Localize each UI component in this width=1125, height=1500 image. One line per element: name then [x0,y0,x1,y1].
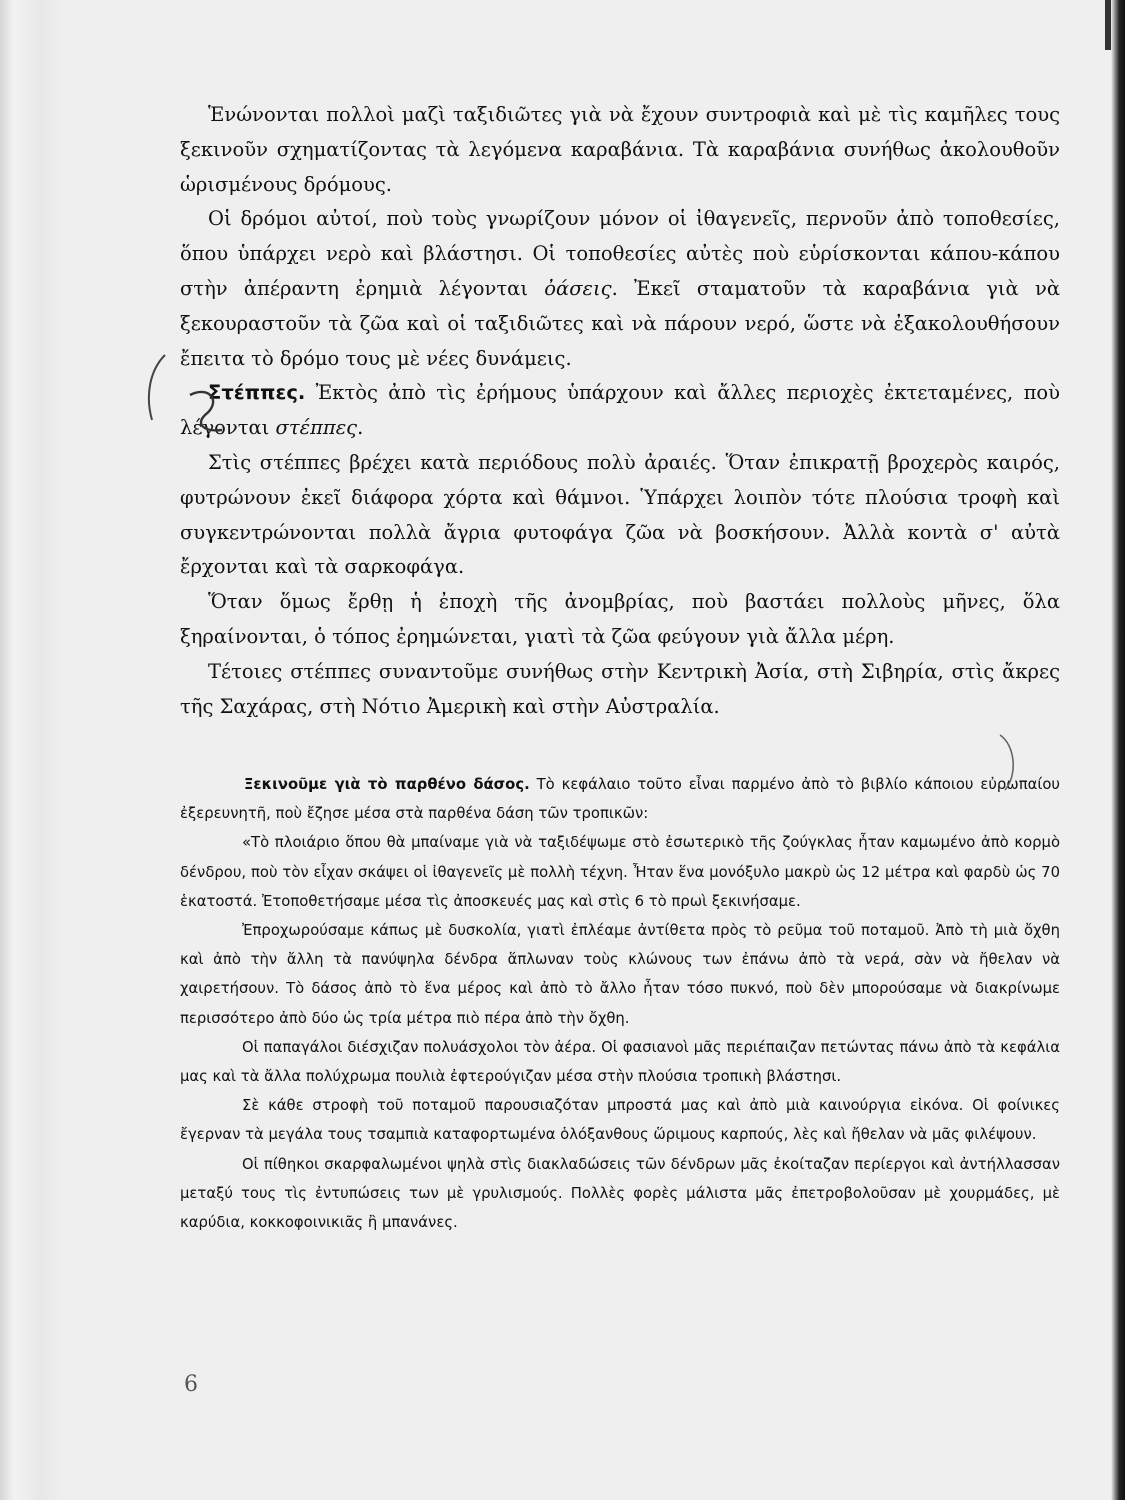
paragraph-oases [180,202,1060,376]
steppes-text-a: Ἐκτὸς ἀπὸ τὶς ἐρήμους ὑπάρχουν καὶ ἄλλες περιοχὲς ἐκτεταμένες, ποὺ λέγονται [180,381,1060,440]
paragraph-caravans: Ἑνώνονται πολλοὶ μαζὶ ταξιδιῶτες γιὰ νὰ ἔχουν συντροφιὰ καὶ μὲ τὶς καμῆλες τους ξεκινοῦν σχηματίζοντας τὰ λεγόμενα καραβάνια. Τὰ καραβάνια συνήθως ἀκολουθοῦν ὡρισμένους δρόμους. [180,103,1060,196]
term-steppes: στέππες [275,416,358,440]
section-heading-steppes: Στέππες. [208,381,306,405]
page-left-edge [0,0,62,1500]
oases-text-a: Οἱ δρόμοι αὐτοί, ποὺ τοὺς γνωρίζουν μόνον οἱ ἰθαγενεῖς, περνοῦν ἀπὸ τοποθεσίες, ὅπου ὑπάρχει νερὸ καὶ βλάστησι. Οἱ τοποθεσίες αὐτὲς ποὺ εὑρίσκονται κάπου-κάπου στὴν ἀπέραντη ἐρημιὰ λέγονται [180,207,1060,300]
term-oases: ὀάσεις [544,276,612,300]
excerpt-intro-text: Τὸ κεφάλαιο τοῦτο εἶναι παρμένο ἀπὸ τὸ βιβλίο κάποιου εὐρωπαίου ἐξερευνητῆ, ποὺ ἔζησε μέσα στὰ παρθένα δάση τῶν τροπικῶν: [180,776,1060,823]
oases-text-b: . Ἐκεῖ σταματοῦν τὰ καραβάνια γιὰ νὰ ξεκουραστοῦν τὰ ζῶα καὶ οἱ ταξιδιῶτες καὶ νὰ πάρουν νερό, ὥστε νὰ ἐξακολουθήσουν ἔπειτα τὸ δρόμο τους μὲ νέες δυνάμεις. [180,276,1061,370]
reading-excerpt-section [180,770,1060,1237]
page-right-edge [1111,0,1125,1500]
excerpt-heading: Ξεκινοῦμε γιὰ τὸ παρθένο δάσος. [244,776,530,793]
excerpt-boat: «Τὸ πλοιάριο ὅπου θὰ μπαίναμε γιὰ νὰ ταξιδέψωμε στὸ ἐσωτερικὸ τῆς ζούγκλας ἦταν καμωμένο ἀπὸ κορμὸ δένδρου, ποὺ τὸν εἶχαν σκάψει οἱ ἰθαγενεῖς μὲ πολλὴ τέχνη. Ἦταν ἕνα μονόξυλο μακρὺ ὡς 12 μέτρα καὶ φαρδὺ ὡς 70 ἑκατοστά. Ἐτοποθετήσαμε μέσα τὶς ἀποσκευές μας καὶ στὶς 6 τὸ πρωὶ ξεκινήσαμε. [180,834,1060,910]
page-right-edge-top [1105,0,1111,50]
paragraph-steppes-rain: Στὶς στέππες βρέχει κατὰ περιόδους πολὺ ἀραιές. Ὅταν ἐπικρατῇ βροχερὸς καιρός, φυτρώνουν ἐκεῖ διάφορα χόρτα καὶ θάμνοι. Ὑπάρχει λοιπὸν τότε πλούσια τροφὴ καὶ συγκεντρώνονται πολλὰ ἄγρια φυτοφάγα ζῶα νὰ βοσκήσουν. Ἀλλὰ κοντὰ σ' αὐτὰ ἔρχονται καὶ τὰ σαρκοφάγα. [180,450,1060,579]
excerpt-river: Ἐπροχωρούσαμε κάπως μὲ δυσκολία, γιατὶ ἐπλέαμε ἀντίθετα πρὸς τὸ ρεῦμα τοῦ ποταμοῦ. Ἀπὸ τὴ μιὰ ὄχθη καὶ ἀπὸ τὴν ἄλλη τὰ πανύψηλα δένδρα ἅπλωναν τοὺς κλώνους των ἐπάνω ἀπὸ τὰ νερά, σὰν νὰ ἤθελαν νὰ χαιρετήσουν. Τὸ δάσος ἀπὸ τὸ ἕνα μέρος καὶ ἀπὸ τὸ ἄλλο ἦταν τόσο πυκνό, ποὺ δὲν μπορούσαμε νὰ διακρίνωμε περισσότερο ἀπὸ δύο ὡς τρία μέτρα πιὸ πέρα ἀπὸ τὴν ὄχθη. [180,922,1060,1027]
paragraph-dry-season: Ὅταν ὅμως ἔρθῃ ἡ ἐποχὴ τῆς ἀνομβρίας, ποὺ βαστάει πολλοὺς μῆνες, ὅλα ξηραίνονται, ὁ τόπος ἐρημώνεται, γιατὶ τὰ ζῶα φεύγουν γιὰ ἄλλα μέρη. [180,590,1060,648]
excerpt-birds: Οἱ παπαγάλοι διέσχιζαν πολυάσχολοι τὸν ἀέρα. Οἱ φασιανοὶ μᾶς περιέπαιζαν πετώντας πάνω ἀπὸ τὰ κεφάλια μας καὶ τὰ ἄλλα πολύχρωμα πουλιὰ ἐφτερούγιζαν μέσα στὴν πλούσια τροπικὴ βλάστησι. [180,1038,1060,1086]
excerpt-intro [180,770,1060,828]
pencil-bracket-mark [149,355,165,420]
paragraph-steppes-locations: Τέτοιες στέππες συναντοῦμε συνήθως στὴν Κεντρικὴ Ἀσία, στὴ Σιβηρία, στὶς ἄκρες τῆς Σαχάρας, στὴ Νότιο Ἀμερικὴ καὶ στὴν Αὐστραλία. [180,659,1060,718]
page-number: 6 [184,1372,198,1397]
excerpt-monkeys: Οἱ πίθηκοι σκαρφαλωμένοι ψηλὰ στὶς διακλαδώσεις τῶν δένδρων μᾶς ἐκοίταζαν περίεργοι καὶ ἀντήλλασσαν μεταξύ τους τὶς ἐντυπώσεις των μὲ γρυλισμούς. Πολλὲς φορὲς μάλιστα μᾶς ἐπετροβολοῦσαν μὲ χουρμάδες, μὲ καρύδια, κοκκοφοινικιᾶς ἢ μπανάνες. [180,1155,1060,1232]
paragraph-steppes-heading [180,376,1060,446]
excerpt-palms: Σὲ κάθε στροφὴ τοῦ ποταμοῦ παρουσιαζόταν μπροστά μας καὶ ἀπὸ μιὰ καινούργια εἰκόνα. Οἱ φοίνικες ἔγερναν τὰ μεγάλα τους τσαμπιὰ καταφορτωμένα ὁλόξανθους ὥριμους καρπούς, λὲς καὶ ἤθελαν νὰ μᾶς φιλέψουν. [180,1097,1060,1144]
main-text-section [180,98,1060,724]
steppes-text-b: . [357,416,364,440]
